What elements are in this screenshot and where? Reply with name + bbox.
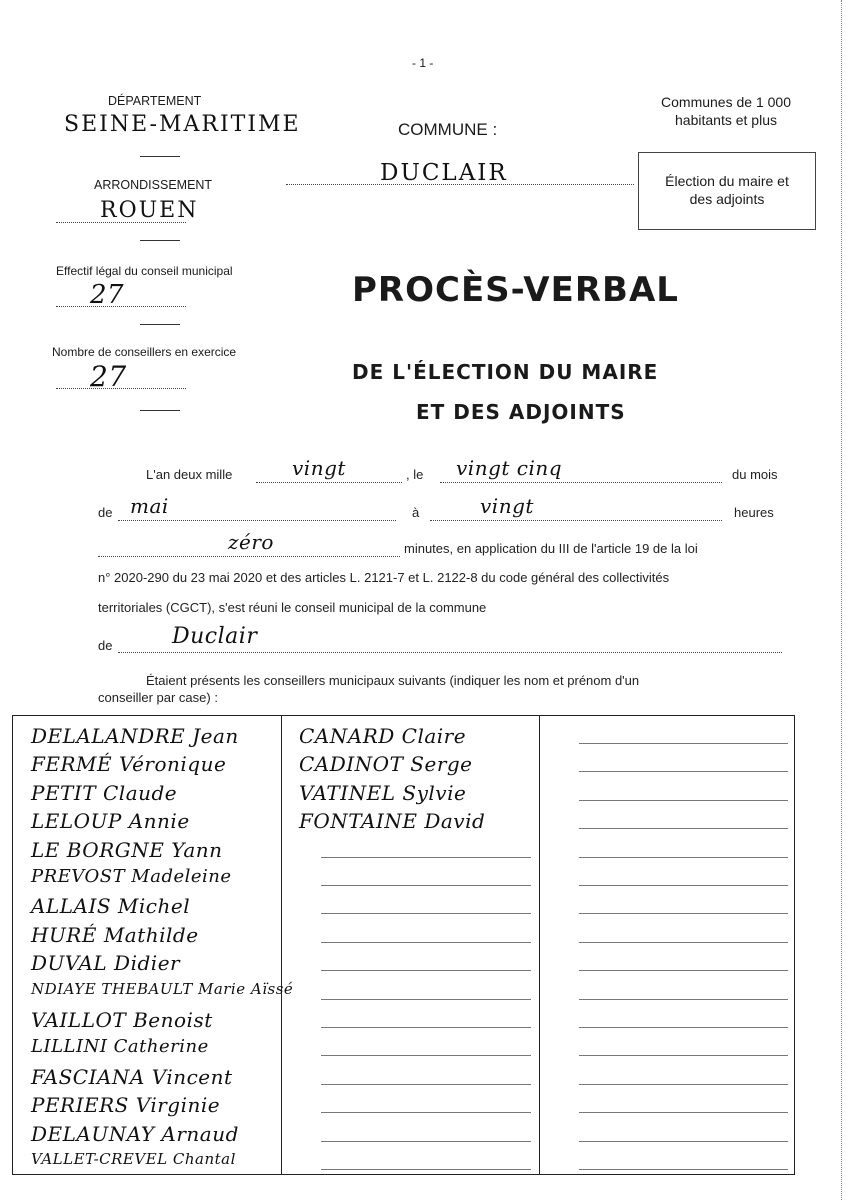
table-cell [281,779,539,807]
page-number: - 1 - [412,56,434,70]
election-box [638,152,816,230]
empty-name-line [579,913,788,914]
table-cell [13,722,281,750]
conseiller-name: DUVAL Didier [31,951,181,976]
table-cell [13,892,281,920]
table-cell [539,1034,796,1062]
subtitle-line2: ET DES ADJOINTS [416,400,626,424]
de-label: de [98,505,113,520]
empty-name-line [321,857,531,858]
empty-name-line [579,1141,788,1142]
table-cell [539,921,796,949]
minutes-dotted-line [98,556,400,557]
minutes-value: zéro [228,530,274,554]
table-cell [13,1091,281,1119]
conseiller-name: ALLAIS Michel [31,894,191,919]
subtitle-line1: DE L'ÉLECTION DU MAIRE [352,360,659,384]
conseillers-table [12,715,795,1175]
empty-name-line [321,942,531,943]
heures-value: vingt [480,494,534,518]
mois-label: du mois [732,467,778,482]
table-cell [281,807,539,835]
empty-name-line [321,1084,531,1085]
commune-value: DUCLAIR [380,160,508,186]
table-cell [281,836,539,864]
presents-text-line2: conseiller par case) : [98,690,218,705]
table-cell [539,750,796,778]
table-cell [539,779,796,807]
table-cell [539,1063,796,1091]
empty-name-line [579,1112,788,1113]
empty-name-line [579,743,788,744]
table-cell [281,949,539,977]
empty-name-line [579,885,788,886]
conseiller-name: LELOUP Annie [31,809,190,834]
table-cell [539,1006,796,1034]
table-cell [539,807,796,835]
empty-name-line [579,857,788,858]
conseiller-name: CADINOT Serge [299,752,473,777]
effectif-label: Effectif légal du conseil municipal [56,264,233,278]
conseiller-name: HURÉ Mathilde [31,922,199,947]
communes-note-line1: Communes de 1 000 [661,94,791,110]
legal-text-line3: territoriales (CGCT), s'est réuni le conseil municipal de la commune [98,600,487,615]
empty-name-line [579,942,788,943]
arrondissement-label: ARRONDISSEMENT [94,178,213,192]
empty-name-line [321,970,531,971]
election-box-line2: des adjoints [689,191,765,207]
table-cell [281,864,539,892]
divider [140,410,180,411]
table-cell [13,1148,281,1176]
le-label: , le [406,467,424,482]
an-dotted-line [256,482,402,483]
conseillers-exercice-label: Nombre de conseillers en exercice [52,345,237,359]
departement-value: SEINE-MARITIME [64,112,301,137]
conseiller-name: LILLINI Catherine [31,1036,209,1058]
conseiller-name: PERIERS Virginie [31,1093,221,1118]
table-cell [539,978,796,1006]
le-value: vingt cinq [456,456,563,480]
empty-name-line [579,771,788,772]
table-cell [539,1148,796,1176]
an-value: vingt [292,456,346,480]
de-commune-label: de [98,638,113,653]
empty-name-line [321,1169,531,1170]
table-cell [13,779,281,807]
table-cell [13,864,281,892]
an-label: L'an deux mille [146,467,233,482]
table-cell [281,1034,539,1062]
commune-body-dotted-line [118,652,782,653]
divider [140,324,180,325]
a-label: à [412,505,420,520]
communes-note [648,94,804,128]
divider [140,156,180,157]
departement-label: DÉPARTEMENT [108,94,202,108]
table-cell [281,1091,539,1119]
mois-value: mai [130,494,169,518]
table-cell [13,949,281,977]
table-cell [539,722,796,750]
conseiller-name: PETIT Claude [31,780,178,805]
table-cell [281,1006,539,1034]
empty-name-line [579,1027,788,1028]
page-title: PROCÈS-VERBAL [352,270,679,310]
table-cell [281,750,539,778]
table-cell [281,1120,539,1148]
empty-name-line [321,999,531,1000]
divider [140,240,180,241]
table-cell [539,892,796,920]
table-cell [13,807,281,835]
table-cell [281,978,539,1006]
conseiller-name: VAILLOT Benoist [31,1008,213,1032]
conseiller-name: FERMÉ Véronique [31,752,227,777]
table-cell [281,1063,539,1091]
table-cell [13,750,281,778]
table-cell [281,892,539,920]
table-cell [13,921,281,949]
commune-body-value: Duclair [172,624,258,649]
conseiller-name: FONTAINE David [299,809,486,834]
conseiller-name: DELAUNAY Arnaud [31,1121,239,1146]
table-cell [281,921,539,949]
empty-name-line [579,1169,788,1170]
conseillers-exercice-value: 27 [90,360,127,393]
table-cell [539,836,796,864]
arrondissement-value: ROUEN [100,198,199,223]
table-cell [539,1120,796,1148]
table-cell [281,1148,539,1176]
empty-name-line [579,970,788,971]
empty-name-line [579,1055,788,1056]
page-edge-line [841,0,843,1200]
empty-name-line [321,1055,531,1056]
empty-name-line [321,1141,531,1142]
table-cell [13,1063,281,1091]
legal-text-line2: n° 2020-290 du 23 mai 2020 et des articles L. 2121-7 et L. 2122-8 du code général des collectivités [98,570,670,585]
heures-label: heures [734,505,774,520]
mois-dotted-line [118,520,396,521]
minutes-text: minutes, en application du III de l'article 19 de la loi [404,541,698,556]
empty-name-line [579,828,788,829]
empty-name-line [579,1084,788,1085]
conseiller-name: VATINEL Sylvie [299,780,467,805]
commune-label: COMMUNE : [398,120,498,139]
table-cell [281,722,539,750]
table-cell [539,1091,796,1119]
empty-name-line [321,1112,531,1113]
empty-name-line [579,999,788,1000]
conseiller-name: FASCIANA Vincent [31,1064,233,1089]
communes-note-line2: habitants et plus [675,112,777,128]
table-cell [539,864,796,892]
heures-dotted-line [430,520,722,521]
conseiller-name: PREVOST Madeleine [31,866,232,887]
conseiller-name: LE BORGNE Yann [31,837,223,862]
table-cell [13,1006,281,1034]
presents-text-line1: Étaient présents les conseillers municipaux suivants (indiquer les nom et prénom d'un [146,673,640,688]
conseiller-name: DELALANDRE Jean [31,724,239,748]
conseiller-name: NDIAYE THEBAULT Marie Aïssé [31,979,294,998]
conseiller-name: VALLET-CREVEL Chantal [31,1150,236,1168]
table-cell [13,978,294,1006]
conseiller-name: CANARD Claire [299,724,467,748]
table-cell [13,836,281,864]
empty-name-line [321,1027,531,1028]
empty-name-line [321,913,531,914]
table-cell [539,949,796,977]
le-dotted-line [440,482,722,483]
empty-name-line [579,800,788,801]
empty-name-line [321,885,531,886]
table-cell [13,1034,281,1062]
table-cell [13,1120,281,1148]
effectif-value: 27 [90,280,125,310]
election-box-line1: Élection du maire et [665,173,789,189]
